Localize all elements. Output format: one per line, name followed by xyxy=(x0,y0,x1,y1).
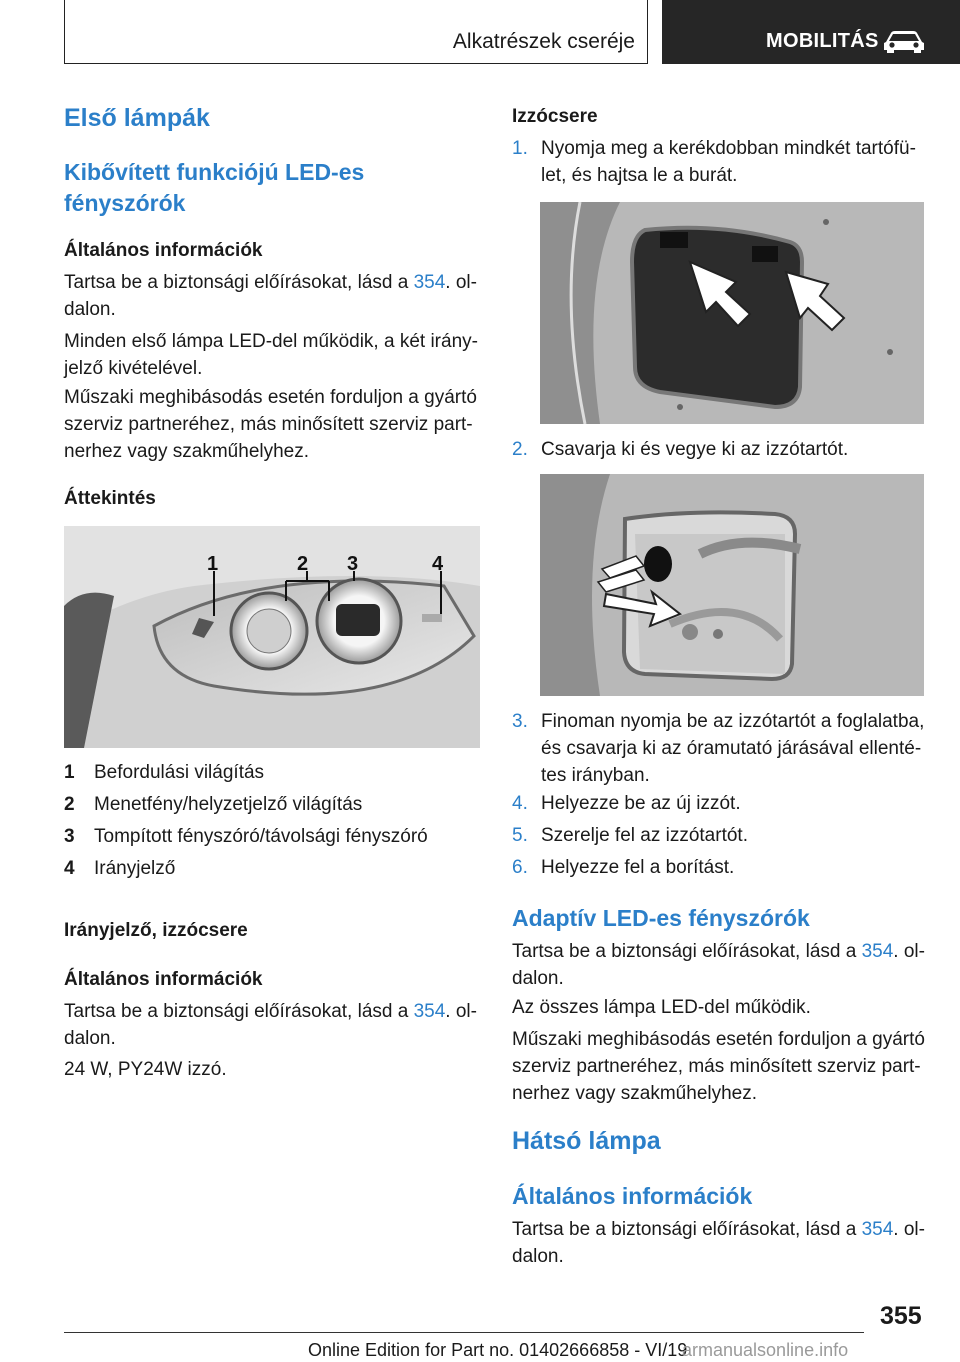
header-section-box xyxy=(64,0,648,64)
page-link-354[interactable]: 354 xyxy=(861,941,894,962)
legend-text: Menetfény/helyzetjelző világítás xyxy=(94,794,363,815)
callout-4: 4 xyxy=(432,553,444,575)
page-link-354[interactable]: 354 xyxy=(413,1001,446,1022)
text-safety: Tartsa be a biztonsági előírásokat, lásd a xyxy=(64,272,414,293)
callout-1: 1 xyxy=(207,553,219,575)
heading-led-headlights xyxy=(64,157,482,219)
text-safety-cont: dalon. xyxy=(512,968,564,989)
text-service-2: szerviz partneréhez, más minősített szerviz part- xyxy=(512,1056,921,1077)
page-number: 355 xyxy=(880,1302,922,1330)
bulb-holder-image xyxy=(540,474,924,696)
step-text xyxy=(541,822,931,849)
step-line: let, és hajtsa le a burát. xyxy=(541,165,738,186)
section-title: Alkatrészek cseréje xyxy=(452,30,635,53)
paragraph-led xyxy=(64,328,482,382)
subheading-general-info: Általános információk xyxy=(64,240,263,261)
text-safety: Tartsa be a biztonsági előírásokat, lásd a xyxy=(512,1219,862,1240)
step-number: 4. xyxy=(512,793,528,814)
paragraph-safety xyxy=(64,269,482,323)
subheading-turn-general: Általános információk xyxy=(64,969,263,990)
step-line: tes irányban. xyxy=(541,765,650,786)
subheading-turn-signal: Irányjelző, izzócsere xyxy=(64,920,248,941)
car-icon xyxy=(882,28,926,54)
heading-led-headlights-line2: fényszórók xyxy=(64,190,186,216)
headlight-image xyxy=(64,526,480,748)
paragraph-bulb-type: 24 W, PY24W izzó. xyxy=(64,1059,227,1080)
page-link-354[interactable]: 354 xyxy=(861,1219,894,1240)
callout-2: 2 xyxy=(297,553,309,575)
page-link-354[interactable]: 354 xyxy=(413,272,446,293)
heading-rear-lamp: Hátsó lámpa xyxy=(512,1127,661,1155)
subheading-bulb-change: Izzócsere xyxy=(512,106,598,127)
heading-front-lamps: Első lámpák xyxy=(64,104,210,132)
text-safety-suffix: . ol- xyxy=(893,941,925,962)
step-number: 5. xyxy=(512,825,528,846)
paragraph-service xyxy=(64,384,482,465)
step-line: Helyezze be az új izzót. xyxy=(541,793,741,814)
footer-edition: Online Edition for Part no. 01402666858 - VI/19 xyxy=(308,1340,688,1360)
paragraph-rear-safety xyxy=(512,1216,930,1270)
text-safety: Tartsa be a biztonsági előírásokat, lásd a xyxy=(512,941,862,962)
text-safety-cont: dalon. xyxy=(512,1246,564,1267)
callout-3: 3 xyxy=(347,553,359,575)
step-line: Helyezze fel a borítást. xyxy=(541,857,735,878)
text-safety-cont: dalon. xyxy=(64,299,116,320)
text-led-1: Minden első lámpa LED-del működik, a két irány- xyxy=(64,331,478,352)
text-safety: Tartsa be a biztonsági előírásokat, lásd a xyxy=(64,1001,414,1022)
step-line: és csavarja ki az óramutató járásával ellenté- xyxy=(541,738,922,759)
paragraph-all-led: Az összes lámpa LED-del működik. xyxy=(512,997,811,1018)
text-safety-suffix: . ol- xyxy=(445,272,477,293)
paragraph-adaptive-safety xyxy=(512,938,930,992)
step-line: Nyomja meg a kerékdobban mindkét tartófü- xyxy=(541,138,916,159)
text-safety-suffix: . ol- xyxy=(893,1219,925,1240)
watermark: armanualsonline.info xyxy=(682,1340,849,1360)
step-text xyxy=(541,436,931,463)
step-text xyxy=(541,854,931,881)
footer-divider xyxy=(64,1332,864,1333)
step-text xyxy=(541,790,931,817)
step-number: 1. xyxy=(512,138,528,159)
legend-text: Tompított fényszóró/távolsági fényszóró xyxy=(94,826,428,847)
heading-adaptive-led: Adaptív LED-es fényszórók xyxy=(512,905,810,931)
step-line: Finoman nyomja be az izzótartót a foglalatba, xyxy=(541,711,925,732)
paragraph-turn-safety xyxy=(64,998,482,1052)
heading-led-headlights-line1: Kibővített funkciójú LED-es xyxy=(64,159,365,185)
legend-number: 1 xyxy=(64,762,75,783)
paragraph-adaptive-service xyxy=(512,1026,930,1107)
step-number: 2. xyxy=(512,439,528,460)
text-service-1: Műszaki meghibásodás esetén forduljon a gyártó xyxy=(512,1029,925,1050)
subheading-overview: Áttekintés xyxy=(64,488,156,509)
step-number: 6. xyxy=(512,857,528,878)
legend-text: Irányjelző xyxy=(94,858,176,879)
legend-number: 3 xyxy=(64,826,75,847)
chapter-label: MOBILITÁS xyxy=(766,30,879,52)
legend-number: 2 xyxy=(64,794,75,815)
text-safety-suffix: . ol- xyxy=(445,1001,477,1022)
text-led-2: jelző kivételével. xyxy=(64,358,203,379)
legend-text: Befordulási világítás xyxy=(94,762,265,783)
step-number: 3. xyxy=(512,711,528,732)
text-service-3: nerhez vagy szakműhelyhez. xyxy=(64,441,310,462)
wheel-arch-cover-image xyxy=(540,202,924,424)
text-service-2: szerviz partneréhez, más minősített szerviz part- xyxy=(64,414,473,435)
text-service-1: Műszaki meghibásodás esetén forduljon a gyártó xyxy=(64,387,477,408)
text-safety-cont: dalon. xyxy=(64,1028,116,1049)
heading-rear-general: Általános információk xyxy=(512,1183,753,1209)
text-service-3: nerhez vagy szakműhelyhez. xyxy=(512,1083,758,1104)
step-text xyxy=(541,135,931,189)
step-text xyxy=(541,708,931,789)
step-line: Szerelje fel az izzótartót. xyxy=(541,825,748,846)
step-line: Csavarja ki és vegye ki az izzótartót. xyxy=(541,439,849,460)
legend-number: 4 xyxy=(64,858,75,879)
